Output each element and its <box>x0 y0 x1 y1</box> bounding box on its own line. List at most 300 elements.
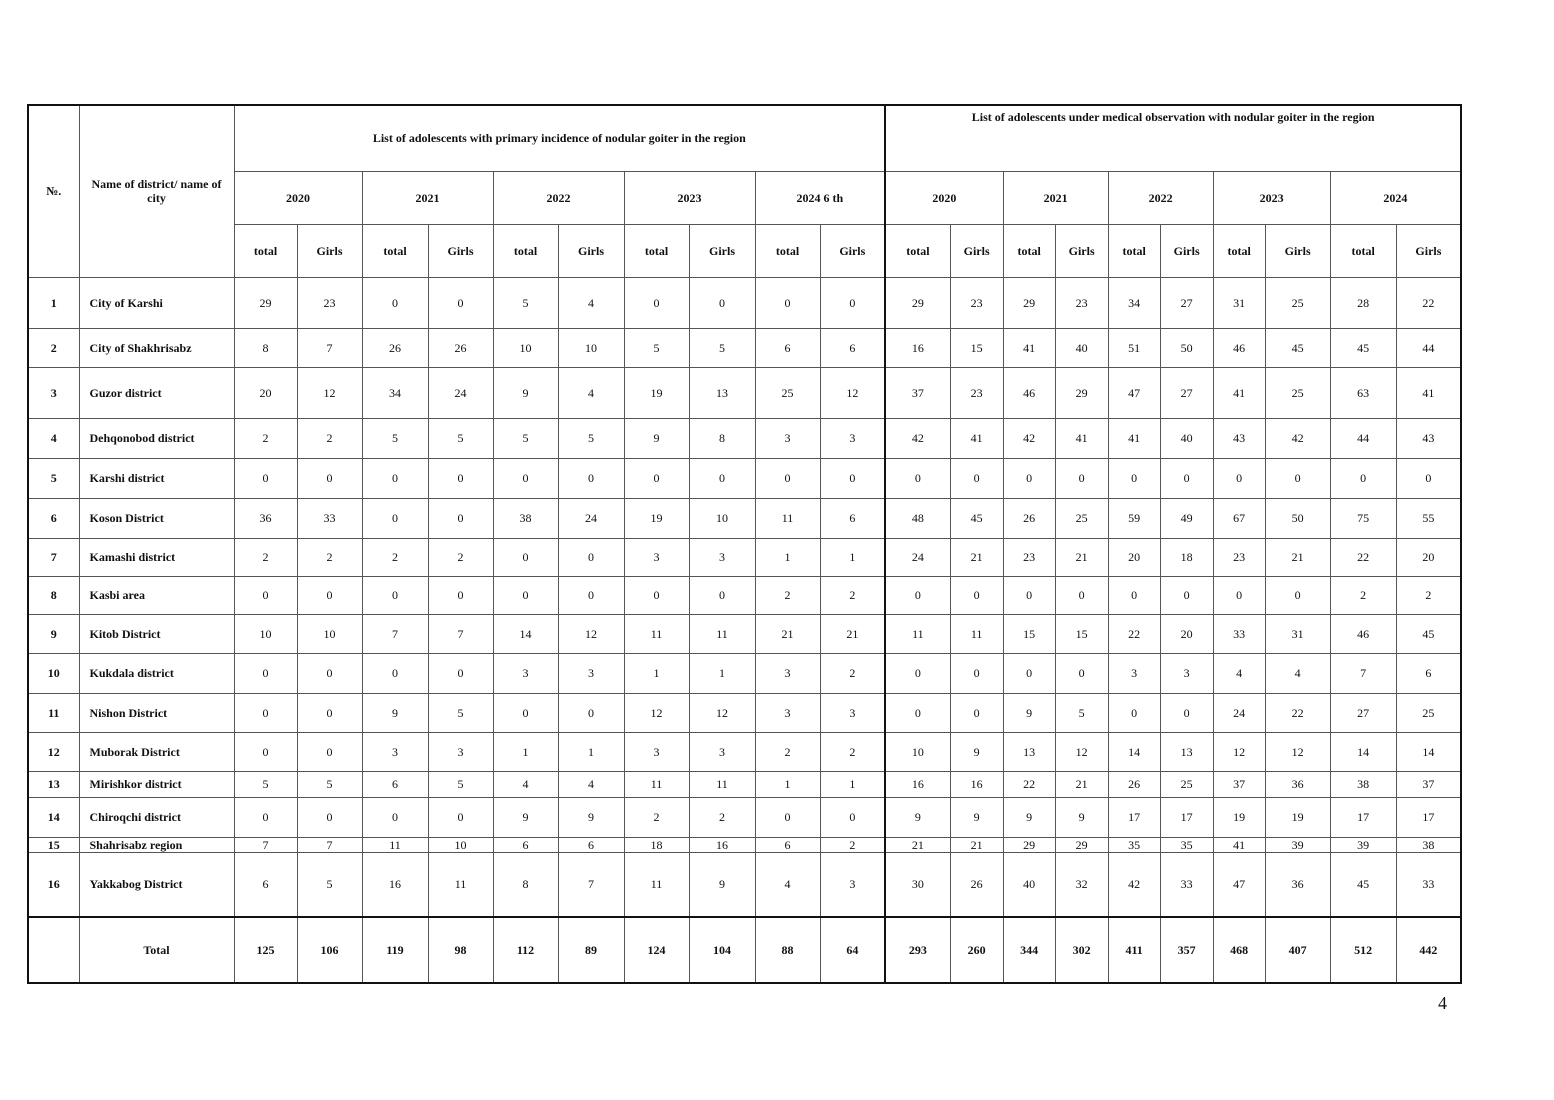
subheader-girls: Girls <box>558 224 624 277</box>
value-cell: 20 <box>234 367 297 418</box>
value-cell: 3 <box>558 653 624 693</box>
total-value-cell: 88 <box>755 917 820 983</box>
value-cell: 36 <box>1265 852 1330 917</box>
value-cell: 2 <box>624 797 689 837</box>
value-cell: 9 <box>950 797 1003 837</box>
value-cell: 19 <box>1265 797 1330 837</box>
value-cell: 16 <box>885 771 950 797</box>
value-cell: 0 <box>234 576 297 614</box>
value-cell: 0 <box>820 458 885 498</box>
value-cell: 40 <box>1160 418 1213 458</box>
value-cell: 0 <box>1265 576 1330 614</box>
value-cell: 9 <box>493 797 558 837</box>
value-cell: 12 <box>1213 732 1265 771</box>
value-cell: 2 <box>362 538 428 576</box>
row-number: 11 <box>28 693 79 732</box>
value-cell: 0 <box>1108 458 1160 498</box>
table-row <box>28 498 1461 538</box>
total-value-cell: 125 <box>234 917 297 983</box>
value-cell: 9 <box>558 797 624 837</box>
value-cell: 45 <box>1396 614 1461 653</box>
subheader-total: total <box>362 224 428 277</box>
table-body <box>28 277 1461 983</box>
value-cell: 42 <box>1108 852 1160 917</box>
value-cell: 29 <box>885 277 950 328</box>
value-cell: 5 <box>558 418 624 458</box>
row-number: 2 <box>28 328 79 367</box>
value-cell: 1 <box>755 771 820 797</box>
value-cell: 12 <box>689 693 755 732</box>
g2-year-2023: 2023 <box>1213 171 1330 224</box>
row-number: 9 <box>28 614 79 653</box>
value-cell: 9 <box>362 693 428 732</box>
value-cell: 0 <box>297 732 362 771</box>
value-cell: 23 <box>1003 538 1055 576</box>
value-cell: 25 <box>1265 277 1330 328</box>
value-cell: 22 <box>1265 693 1330 732</box>
subheader-total: total <box>1003 224 1055 277</box>
value-cell: 0 <box>624 277 689 328</box>
value-cell: 22 <box>1108 614 1160 653</box>
value-cell: 10 <box>297 614 362 653</box>
value-cell: 3 <box>362 732 428 771</box>
value-cell: 59 <box>1108 498 1160 538</box>
total-row <box>28 917 1461 983</box>
row-number: 12 <box>28 732 79 771</box>
value-cell: 41 <box>1003 328 1055 367</box>
group2-title: List of adolescents under medical observation with nodular goiter in the region <box>885 105 1461 171</box>
value-cell: 0 <box>558 693 624 732</box>
total-empty-cell <box>28 917 79 983</box>
subheader-row <box>28 224 1461 277</box>
value-cell: 11 <box>689 771 755 797</box>
value-cell: 5 <box>428 418 493 458</box>
value-cell: 12 <box>1265 732 1330 771</box>
value-cell: 42 <box>885 418 950 458</box>
value-cell: 12 <box>820 367 885 418</box>
value-cell: 15 <box>1003 614 1055 653</box>
subheader-total: total <box>493 224 558 277</box>
value-cell: 2 <box>820 576 885 614</box>
value-cell: 39 <box>1265 837 1330 852</box>
value-cell: 26 <box>950 852 1003 917</box>
value-cell: 0 <box>689 277 755 328</box>
value-cell: 3 <box>755 418 820 458</box>
district-name: Kasbi area <box>79 576 234 614</box>
district-name: Kamashi district <box>79 538 234 576</box>
value-cell: 10 <box>493 328 558 367</box>
value-cell: 41 <box>1396 367 1461 418</box>
district-name: Koson District <box>79 498 234 538</box>
value-cell: 0 <box>362 277 428 328</box>
value-cell: 33 <box>297 498 362 538</box>
value-cell: 45 <box>1330 852 1396 917</box>
total-value-cell: 407 <box>1265 917 1330 983</box>
value-cell: 27 <box>1160 277 1213 328</box>
value-cell: 5 <box>493 418 558 458</box>
value-cell: 55 <box>1396 498 1461 538</box>
value-cell: 0 <box>624 576 689 614</box>
value-cell: 44 <box>1396 328 1461 367</box>
value-cell: 2 <box>755 576 820 614</box>
value-cell: 0 <box>755 797 820 837</box>
value-cell: 44 <box>1330 418 1396 458</box>
value-cell: 5 <box>234 771 297 797</box>
value-cell: 17 <box>1160 797 1213 837</box>
value-cell: 23 <box>1055 277 1108 328</box>
value-cell: 0 <box>950 693 1003 732</box>
value-cell: 0 <box>493 458 558 498</box>
value-cell: 12 <box>624 693 689 732</box>
value-cell: 4 <box>558 367 624 418</box>
value-cell: 17 <box>1330 797 1396 837</box>
value-cell: 3 <box>689 732 755 771</box>
name-header: Name of district/ name of city <box>79 105 234 277</box>
value-cell: 0 <box>362 653 428 693</box>
value-cell: 9 <box>1003 797 1055 837</box>
value-cell: 3 <box>755 653 820 693</box>
subheader-girls: Girls <box>428 224 493 277</box>
value-cell: 5 <box>297 771 362 797</box>
value-cell: 13 <box>1160 732 1213 771</box>
value-cell: 41 <box>1213 837 1265 852</box>
value-cell: 5 <box>362 418 428 458</box>
value-cell: 8 <box>493 852 558 917</box>
value-cell: 7 <box>362 614 428 653</box>
value-cell: 0 <box>1055 576 1108 614</box>
table-row <box>28 852 1461 917</box>
value-cell: 4 <box>755 852 820 917</box>
value-cell: 30 <box>885 852 950 917</box>
value-cell: 7 <box>428 614 493 653</box>
value-cell: 1 <box>624 653 689 693</box>
value-cell: 0 <box>362 498 428 538</box>
value-cell: 9 <box>493 367 558 418</box>
value-cell: 1 <box>755 538 820 576</box>
value-cell: 3 <box>624 538 689 576</box>
value-cell: 3 <box>755 693 820 732</box>
value-cell: 10 <box>689 498 755 538</box>
value-cell: 4 <box>493 771 558 797</box>
value-cell: 0 <box>493 576 558 614</box>
value-cell: 23 <box>950 367 1003 418</box>
value-cell: 16 <box>950 771 1003 797</box>
g2-year-2020: 2020 <box>885 171 1003 224</box>
subheader-total: total <box>1108 224 1160 277</box>
value-cell: 42 <box>1265 418 1330 458</box>
value-cell: 43 <box>1213 418 1265 458</box>
value-cell: 11 <box>362 837 428 852</box>
total-value-cell: 106 <box>297 917 362 983</box>
value-cell: 16 <box>689 837 755 852</box>
subheader-girls: Girls <box>689 224 755 277</box>
district-name: Kukdala district <box>79 653 234 693</box>
value-cell: 5 <box>1055 693 1108 732</box>
value-cell: 0 <box>428 458 493 498</box>
value-cell: 67 <box>1213 498 1265 538</box>
row-number: 10 <box>28 653 79 693</box>
subheader-total: total <box>1213 224 1265 277</box>
value-cell: 5 <box>689 328 755 367</box>
value-cell: 7 <box>558 852 624 917</box>
value-cell: 0 <box>1265 458 1330 498</box>
value-cell: 2 <box>820 732 885 771</box>
value-cell: 14 <box>1108 732 1160 771</box>
value-cell: 0 <box>885 693 950 732</box>
total-value-cell: 124 <box>624 917 689 983</box>
value-cell: 0 <box>885 576 950 614</box>
value-cell: 2 <box>755 732 820 771</box>
value-cell: 3 <box>1160 653 1213 693</box>
value-cell: 23 <box>297 277 362 328</box>
value-cell: 0 <box>297 458 362 498</box>
table-row <box>28 277 1461 328</box>
value-cell: 25 <box>1265 367 1330 418</box>
value-cell: 40 <box>1003 852 1055 917</box>
value-cell: 3 <box>689 538 755 576</box>
table-row <box>28 367 1461 418</box>
total-value-cell: 112 <box>493 917 558 983</box>
value-cell: 26 <box>362 328 428 367</box>
value-cell: 38 <box>493 498 558 538</box>
value-cell: 46 <box>1003 367 1055 418</box>
value-cell: 6 <box>558 837 624 852</box>
value-cell: 7 <box>297 328 362 367</box>
g2-year-2022: 2022 <box>1108 171 1213 224</box>
value-cell: 2 <box>297 538 362 576</box>
row-number: 4 <box>28 418 79 458</box>
value-cell: 63 <box>1330 367 1396 418</box>
value-cell: 1 <box>820 538 885 576</box>
value-cell: 1 <box>558 732 624 771</box>
value-cell: 0 <box>1003 653 1055 693</box>
value-cell: 10 <box>234 614 297 653</box>
district-name: Shahrisabz region <box>79 837 234 852</box>
total-value-cell: 89 <box>558 917 624 983</box>
value-cell: 6 <box>1396 653 1461 693</box>
value-cell: 42 <box>1003 418 1055 458</box>
district-name: City of Karshi <box>79 277 234 328</box>
value-cell: 0 <box>234 797 297 837</box>
value-cell: 0 <box>428 277 493 328</box>
value-cell: 0 <box>493 538 558 576</box>
value-cell: 6 <box>493 837 558 852</box>
value-cell: 5 <box>493 277 558 328</box>
value-cell: 24 <box>558 498 624 538</box>
value-cell: 5 <box>624 328 689 367</box>
value-cell: 8 <box>234 328 297 367</box>
value-cell: 0 <box>428 653 493 693</box>
table-row <box>28 693 1461 732</box>
value-cell: 0 <box>1160 576 1213 614</box>
value-cell: 8 <box>689 418 755 458</box>
district-name: Muborak District <box>79 732 234 771</box>
value-cell: 10 <box>885 732 950 771</box>
g1-year-2022: 2022 <box>493 171 624 224</box>
value-cell: 11 <box>428 852 493 917</box>
table-row <box>28 771 1461 797</box>
value-cell: 21 <box>950 538 1003 576</box>
value-cell: 21 <box>820 614 885 653</box>
value-cell: 29 <box>1055 837 1108 852</box>
value-cell: 0 <box>1003 458 1055 498</box>
value-cell: 29 <box>1055 367 1108 418</box>
g2-year-2021: 2021 <box>1003 171 1108 224</box>
value-cell: 11 <box>624 771 689 797</box>
value-cell: 35 <box>1108 837 1160 852</box>
value-cell: 11 <box>624 614 689 653</box>
value-cell: 46 <box>1213 328 1265 367</box>
district-name: Guzor district <box>79 367 234 418</box>
value-cell: 17 <box>1396 797 1461 837</box>
value-cell: 18 <box>624 837 689 852</box>
value-cell: 36 <box>1265 771 1330 797</box>
value-cell: 10 <box>428 837 493 852</box>
value-cell: 0 <box>1055 458 1108 498</box>
district-name: Dehqonobod district <box>79 418 234 458</box>
value-cell: 9 <box>1055 797 1108 837</box>
value-cell: 37 <box>1213 771 1265 797</box>
value-cell: 50 <box>1160 328 1213 367</box>
value-cell: 0 <box>755 277 820 328</box>
value-cell: 41 <box>1213 367 1265 418</box>
value-cell: 16 <box>885 328 950 367</box>
value-cell: 0 <box>234 653 297 693</box>
subheader-girls: Girls <box>297 224 362 277</box>
value-cell: 0 <box>234 458 297 498</box>
value-cell: 20 <box>1160 614 1213 653</box>
value-cell: 0 <box>558 576 624 614</box>
value-cell: 5 <box>297 852 362 917</box>
district-name: Karshi district <box>79 458 234 498</box>
value-cell: 2 <box>297 418 362 458</box>
value-cell: 2 <box>234 418 297 458</box>
value-cell: 27 <box>1160 367 1213 418</box>
value-cell: 0 <box>689 576 755 614</box>
value-cell: 31 <box>1265 614 1330 653</box>
value-cell: 34 <box>1108 277 1160 328</box>
value-cell: 39 <box>1330 837 1396 852</box>
value-cell: 0 <box>1160 693 1213 732</box>
value-cell: 6 <box>362 771 428 797</box>
subheader-total: total <box>624 224 689 277</box>
value-cell: 0 <box>362 797 428 837</box>
value-cell: 20 <box>1108 538 1160 576</box>
value-cell: 19 <box>1213 797 1265 837</box>
value-cell: 4 <box>558 277 624 328</box>
value-cell: 1 <box>820 771 885 797</box>
value-cell: 12 <box>558 614 624 653</box>
row-number: 13 <box>28 771 79 797</box>
value-cell: 14 <box>1396 732 1461 771</box>
value-cell: 0 <box>558 458 624 498</box>
value-cell: 29 <box>1003 837 1055 852</box>
value-cell: 32 <box>1055 852 1108 917</box>
value-cell: 50 <box>1265 498 1330 538</box>
value-cell: 21 <box>950 837 1003 852</box>
value-cell: 33 <box>1396 852 1461 917</box>
total-value-cell: 512 <box>1330 917 1396 983</box>
value-cell: 41 <box>1108 418 1160 458</box>
value-cell: 0 <box>755 458 820 498</box>
value-cell: 9 <box>885 797 950 837</box>
page-number: 4 <box>1438 993 1447 1013</box>
value-cell: 2 <box>1396 576 1461 614</box>
value-cell: 0 <box>1160 458 1213 498</box>
value-cell: 0 <box>297 693 362 732</box>
value-cell: 0 <box>428 498 493 538</box>
value-cell: 0 <box>297 797 362 837</box>
value-cell: 28 <box>1330 277 1396 328</box>
value-cell: 2 <box>820 837 885 852</box>
value-cell: 0 <box>234 732 297 771</box>
value-cell: 0 <box>950 576 1003 614</box>
value-cell: 0 <box>362 458 428 498</box>
g1-year-2024: 2024 6 th <box>755 171 885 224</box>
value-cell: 24 <box>885 538 950 576</box>
value-cell: 0 <box>950 653 1003 693</box>
value-cell: 13 <box>689 367 755 418</box>
total-value-cell: 357 <box>1160 917 1213 983</box>
value-cell: 37 <box>1396 771 1461 797</box>
value-cell: 0 <box>1396 458 1461 498</box>
value-cell: 37 <box>885 367 950 418</box>
row-number: 8 <box>28 576 79 614</box>
value-cell: 15 <box>950 328 1003 367</box>
value-cell: 2 <box>234 538 297 576</box>
district-name: Nishon District <box>79 693 234 732</box>
value-cell: 22 <box>1003 771 1055 797</box>
value-cell: 38 <box>1330 771 1396 797</box>
row-number: 15 <box>28 837 79 852</box>
value-cell: 33 <box>1213 614 1265 653</box>
g1-year-2021: 2021 <box>362 171 493 224</box>
value-cell: 24 <box>428 367 493 418</box>
value-cell: 9 <box>624 418 689 458</box>
total-value-cell: 302 <box>1055 917 1108 983</box>
value-cell: 3 <box>1108 653 1160 693</box>
subheader-total: total <box>755 224 820 277</box>
value-cell: 29 <box>1003 277 1055 328</box>
value-cell: 3 <box>428 732 493 771</box>
value-cell: 3 <box>820 693 885 732</box>
value-cell: 33 <box>1160 852 1213 917</box>
subheader-girls: Girls <box>1160 224 1213 277</box>
g2-year-2024: 2024 <box>1330 171 1461 224</box>
no-header: №. <box>28 105 79 277</box>
value-cell: 49 <box>1160 498 1213 538</box>
value-cell: 0 <box>820 277 885 328</box>
value-cell: 23 <box>1213 538 1265 576</box>
value-cell: 22 <box>1396 277 1461 328</box>
value-cell: 11 <box>624 852 689 917</box>
value-cell: 11 <box>689 614 755 653</box>
table-row <box>28 837 1461 852</box>
value-cell: 18 <box>1160 538 1213 576</box>
value-cell: 3 <box>624 732 689 771</box>
subheader-total: total <box>885 224 950 277</box>
value-cell: 6 <box>234 852 297 917</box>
value-cell: 0 <box>297 576 362 614</box>
value-cell: 25 <box>1396 693 1461 732</box>
row-number: 3 <box>28 367 79 418</box>
value-cell: 26 <box>1003 498 1055 538</box>
value-cell: 0 <box>362 576 428 614</box>
value-cell: 45 <box>1330 328 1396 367</box>
value-cell: 38 <box>1396 837 1461 852</box>
value-cell: 21 <box>1055 538 1108 576</box>
value-cell: 0 <box>297 653 362 693</box>
